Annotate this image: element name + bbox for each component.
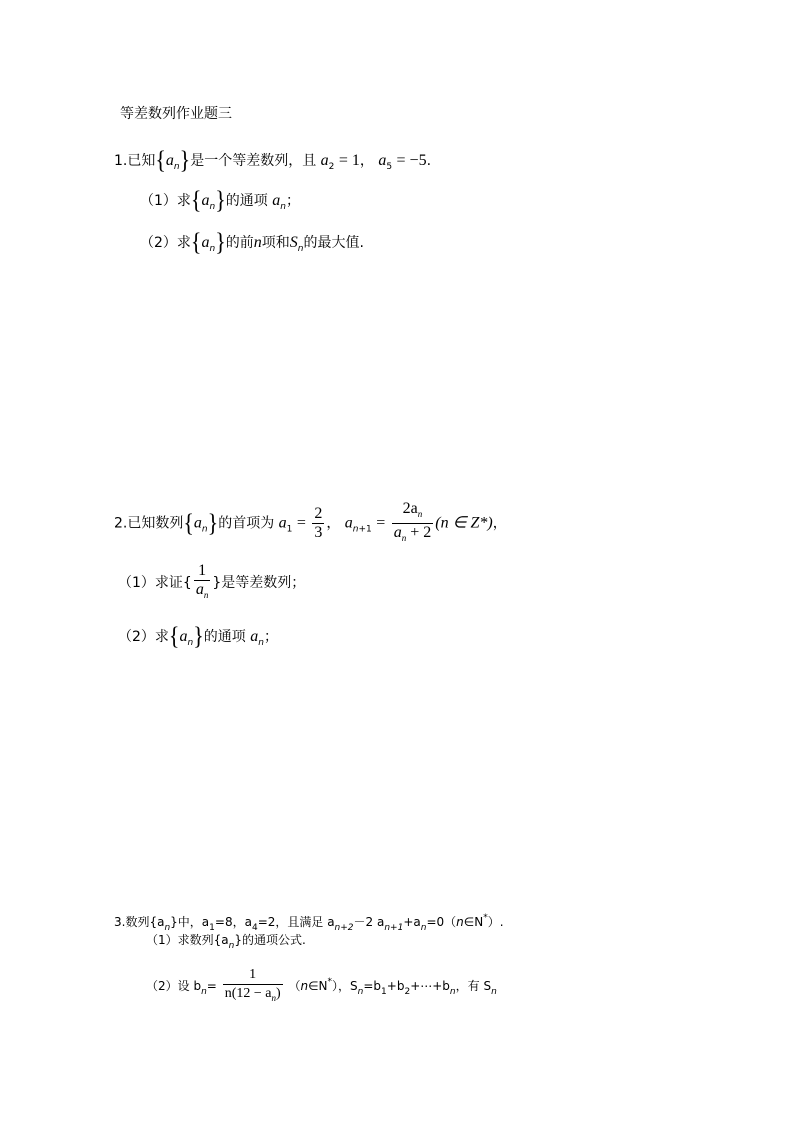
problem-number: 1.	[114, 153, 128, 169]
problem-3-part-2: （2）设 $b_n=$ $\frac{1}{n(12 - a_n)}$ （n∈N*），$S_n=b_1+b_2+\cdots+b_n$，有 $S_n$	[146, 962, 497, 1012]
problem-number: 3.	[114, 915, 126, 929]
fraction-reciprocal: $\frac{1}{a_n}$	[195, 562, 209, 600]
problem-2-part-1: （1）求证{ $\frac{1}{a_n}$ }是等差数列；	[118, 562, 305, 604]
fraction-bn: $\frac{1}{n(12 - a_n)}$	[224, 967, 281, 1003]
fraction-two-thirds: $\frac{2}{3}$	[314, 505, 323, 541]
problem-number: 2.	[114, 515, 128, 532]
problem-3-stem: 3.数列$\{a_n\}$中，$a_1=8$，$a_4=2$，且满足 $a_{n+2}-2$ $a_{n+1}+a_n=0(n\in N^*)$.	[114, 913, 504, 933]
problem-1-part-1: （1）求$\{a_n\}$的通项 $a_n$；	[140, 185, 300, 214]
page-title: 等差数列作业题三	[120, 106, 232, 122]
problem-3-part-1: （1）求数列$\{a_n\}$的通项公式.	[146, 933, 306, 951]
problem-1-stem: 1.已知$\{a_n\}$是一个等差数列，且 $a_2 = 1$， $a_5 = -5$.	[114, 145, 432, 174]
fraction-recurrence: $\frac{2a_n}{a_n + 2}$	[393, 500, 432, 543]
problem-2-part-2: （2）求$\{a_n\}$的通项 $a_n$；	[118, 621, 278, 650]
problem-2-stem: 2.已知数列$\{a_n\}$的首项为 $a_1$ = $\frac{2}{3}$ ， $a_{n+1}$ = $\frac{2a_n}{a_n + 2}$ (n ∈ Z*)，	[114, 500, 507, 550]
problem-1-part-2: （2）求$\{a_n\}$的前n项和$S_n$的最大值.	[140, 227, 364, 256]
